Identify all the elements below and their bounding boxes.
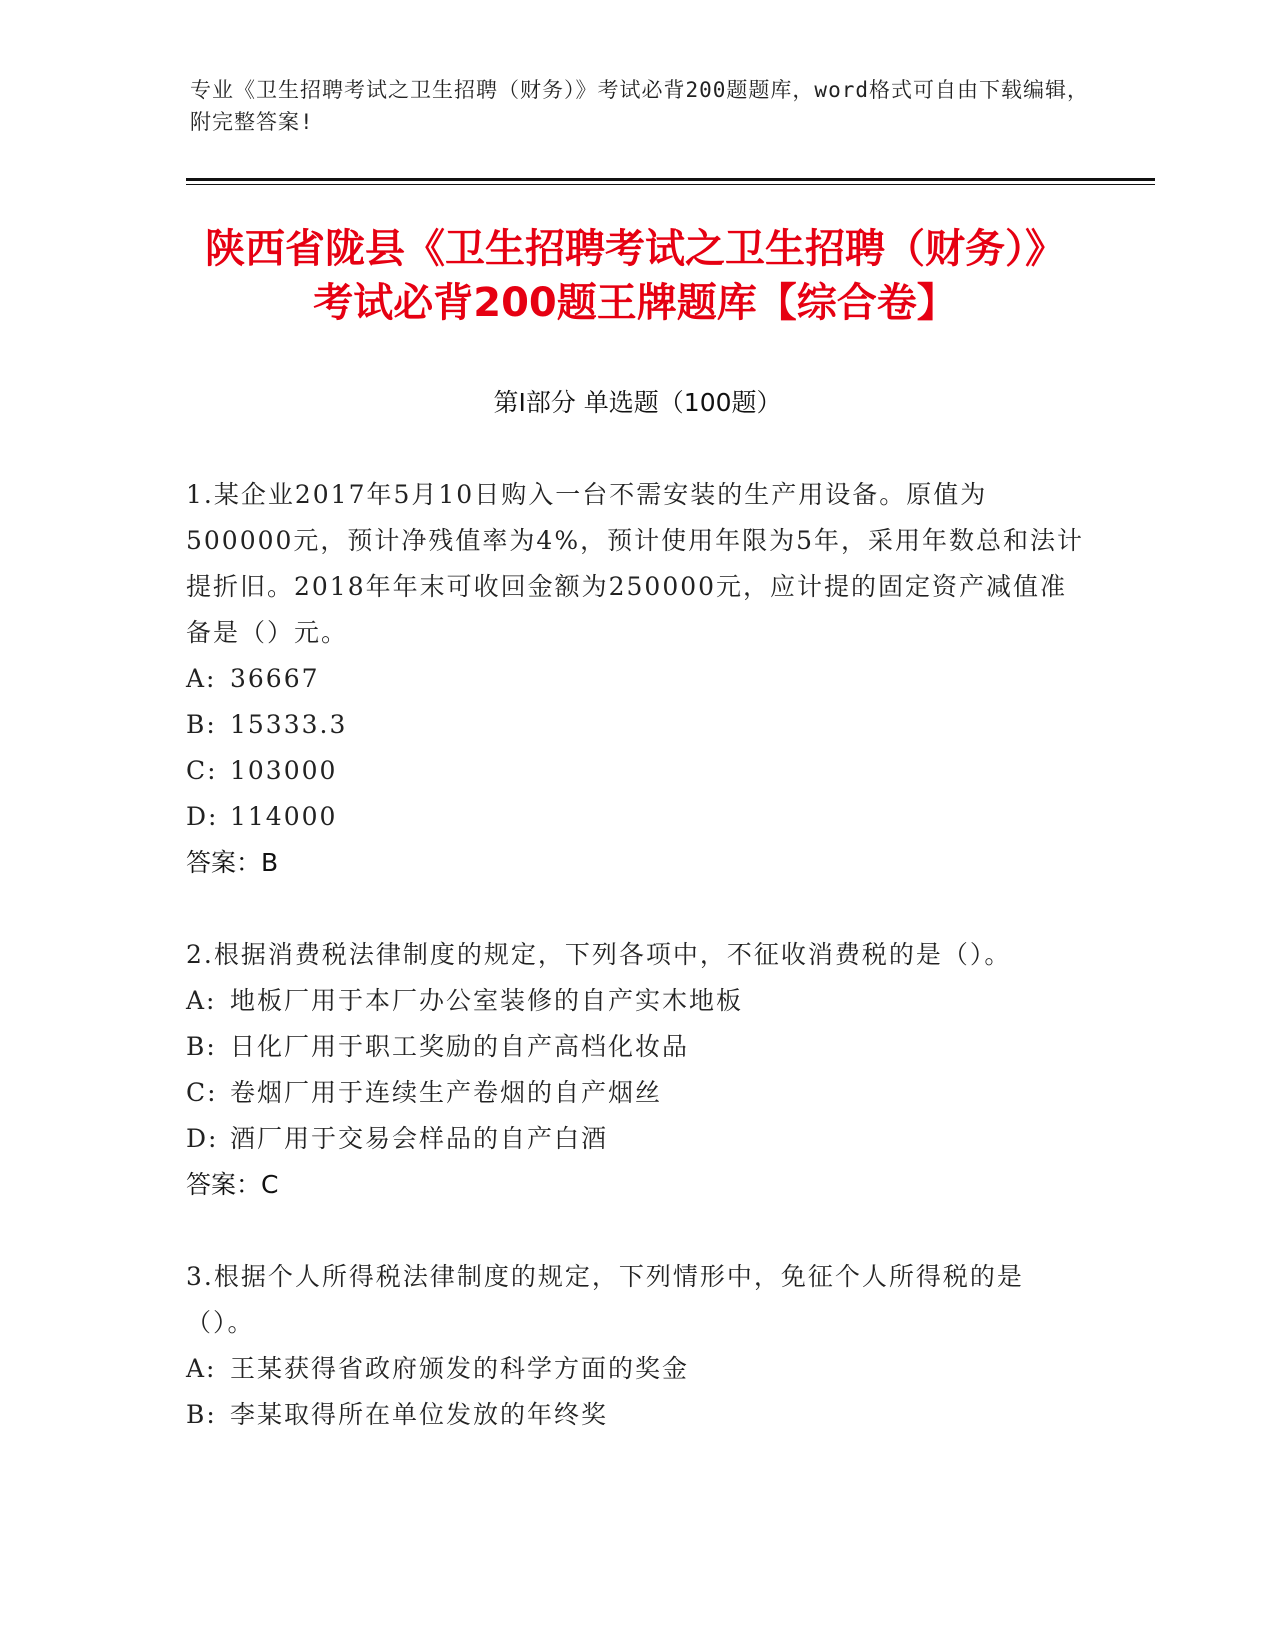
- question-2: [186, 932, 1086, 1208]
- section-title: 第Ⅰ部分 单选题（100题）: [493, 388, 782, 417]
- option-key: C:: [186, 756, 218, 785]
- option-key: A:: [186, 1354, 217, 1383]
- question-stem: 3.根据个人所得税法律制度的规定，下列情形中，免征个人所得税的是（）。: [186, 1262, 1024, 1337]
- option-key: D:: [186, 1124, 219, 1153]
- answer-line: 答案：B: [186, 848, 279, 877]
- option-text: 地板厂用于本厂办公室装修的自产实木地板: [230, 986, 744, 1015]
- option-key: B:: [186, 1400, 217, 1429]
- option-text: 王某获得省政府颁发的科学方面的奖金: [230, 1354, 690, 1383]
- question-stem: 2.根据消费税法律制度的规定，下列各项中，不征收消费税的是（）。: [186, 940, 1012, 969]
- question-3: [186, 1254, 1086, 1438]
- option-b: [186, 702, 1086, 748]
- option-text: 15333.3: [230, 710, 348, 739]
- option-b: [186, 1392, 1086, 1438]
- question-list: [186, 472, 1086, 1484]
- option-a: [186, 1346, 1086, 1392]
- option-text: 103000: [230, 756, 338, 785]
- option-c: [186, 748, 1086, 794]
- option-text: 酒厂用于交易会样品的自产白酒: [230, 1124, 609, 1153]
- option-d: [186, 794, 1086, 840]
- option-text: 114000: [230, 802, 338, 831]
- option-d: [186, 1116, 1086, 1162]
- header-divider-thin: [186, 184, 1155, 185]
- option-text: 日化厂用于职工奖励的自产高档化妆品: [230, 1032, 690, 1061]
- option-c: [186, 1070, 1086, 1116]
- option-text: 李某取得所在单位发放的年终奖: [230, 1400, 609, 1429]
- option-key: D:: [186, 802, 219, 831]
- option-key: B:: [186, 710, 217, 739]
- header-divider-thick: [186, 178, 1155, 181]
- question-1: [186, 472, 1086, 886]
- option-key: A:: [186, 664, 217, 693]
- option-key: A:: [186, 986, 217, 1015]
- option-key: C:: [186, 1078, 218, 1107]
- option-a: [186, 978, 1086, 1024]
- question-stem: 1.某企业2017年5月10日购入一台不需安装的生产用设备。原值为500000元，预计净残值率为4%，预计使用年限为5年，采用年数总和法计提折旧。2018年年末可收回金额为250000元，应计提的固定资产减值准备是（）元。: [186, 480, 1085, 647]
- answer-line: 答案：C: [186, 1170, 279, 1199]
- option-a: [186, 656, 1086, 702]
- document-title: 陕西省陇县《卫生招聘考试之卫生招聘（财务）》考试必背200题王牌题库【综合卷】: [205, 226, 1065, 326]
- option-b: [186, 1024, 1086, 1070]
- option-text: 36667: [230, 664, 320, 693]
- header-note: 专业《卫生招聘考试之卫生招聘（财务）》考试必背200题题库，word格式可自由下载编辑，附完整答案!: [190, 78, 1089, 134]
- option-text: 卷烟厂用于连续生产卷烟的自产烟丝: [230, 1078, 663, 1107]
- option-key: B:: [186, 1032, 217, 1061]
